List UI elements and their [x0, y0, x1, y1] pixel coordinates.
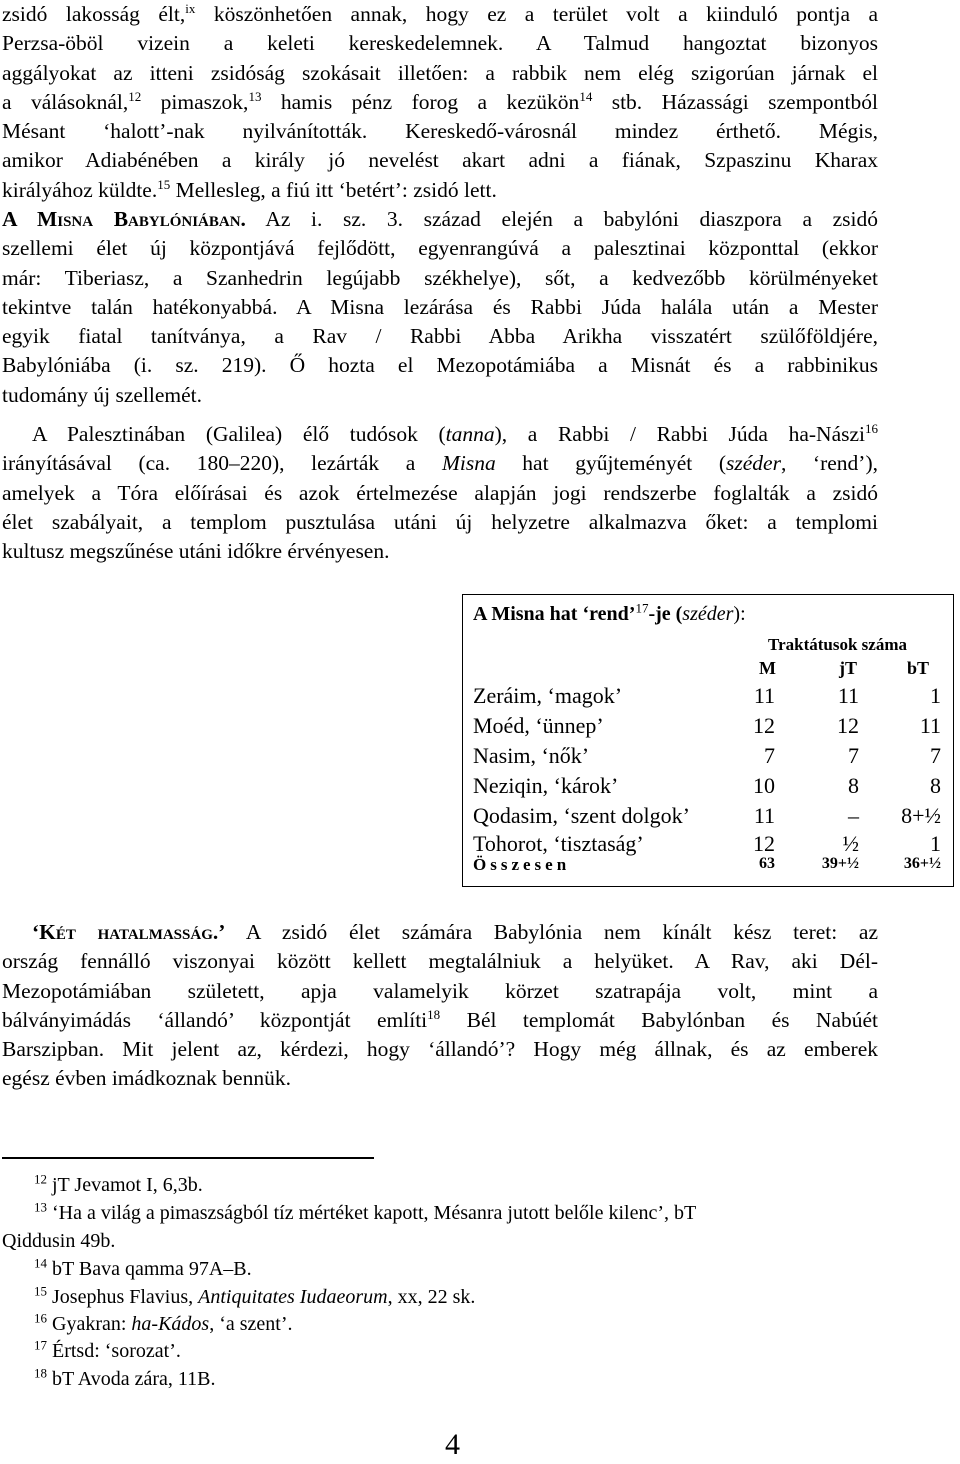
p2-line-2: irányításával (ca. 180–220), lezárták a Misna hat gyűjteményét (széder, ‘rend’),	[2, 451, 878, 476]
column-header-bt: bT	[907, 658, 930, 678]
p2-line-3: amelyek a Tóra előírásai és azok értelmezése alapján jogi rendszerbe foglalták a zsidó	[2, 480, 878, 505]
s2-line-4: bálványimádás ‘állandó’ központját említi$^{18}$ Bél templomát Babylónban és Nabúét	[2, 1006, 879, 1032]
row-name: Moéd, ‘ünnep’	[473, 713, 604, 738]
p1-line-5: Mésant ‘halott’-nak nyilvánították. Kereskedő-városnál mindez érthető. Mégis,	[2, 119, 878, 144]
row-name: Tohorot, ‘tisztaság’	[473, 831, 644, 856]
section-misna-babylonia	[2, 205, 878, 410]
row-name: Neziqin, ‘károk’	[473, 773, 619, 798]
p2-line-1: A Palesztinában (Galilea) élő tudósok (tanna), a Rabbi / Rabbi Júda ha-Nászi$^{16}$	[32, 420, 879, 446]
footnote-15: $^{15}$ Josephus Flavius, Antiquitates Iudaeorum, xx, 22 sk.	[34, 1283, 476, 1308]
footnote-12: $^{12}$ jT Jevamot I, 6,3b.	[34, 1171, 203, 1196]
row-name: Nasim, ‘nők’	[473, 743, 590, 768]
total-bt: 36+½	[903, 855, 941, 872]
table-caption: A Misna hat ‘rend’$^{17}$-je (széder):	[473, 600, 746, 625]
s1-line-6: Babylóniába (i. sz. 219). Ő hozta el Mezopotámiába a Misnát és a rabbinikus	[2, 353, 878, 378]
s1-line-2: szellemi élet új központjává fejlődött, egyenrangúvá a palesztinai központtal (ekkor	[2, 236, 878, 261]
paragraph-2	[2, 420, 878, 566]
s2-line-2: ország fennálló viszonyai között kellett megtalálniuk a helyüket. A Rav, aki Dél-	[2, 949, 878, 974]
cell-jt: ½	[842, 831, 859, 856]
cell-m: 10	[753, 773, 775, 798]
s2-line-6: egész évben imádkoznak bennük.	[2, 1066, 291, 1091]
cell-jt: 7	[848, 743, 859, 768]
p1-line-4: a válásoknál,$^{12}$ pimaszok,$^{13}$ hamis pénz forog a kezükön$^{14}$ stb. Házassági szempontból	[2, 88, 878, 114]
s2-line-3: Mezopotámiában született, apja valamelyik körzet szatrapája volt, mint a	[2, 978, 878, 1003]
cell-bt: 1	[930, 683, 941, 708]
s2-line-5: Barszipban. Mit jelent az, kérdezi, hogy ‘állandó’? Hogy még állnak, és az emberek	[2, 1037, 878, 1062]
cell-bt: 8+½	[901, 803, 941, 828]
p2-line-4: élet szabályait, a templom pusztulása utáni új helyzetre alkalmazva őket: a templomi	[2, 509, 878, 534]
paragraph-1	[2, 0, 878, 205]
row-name: Qodasim, ‘szent dolgok’	[473, 803, 690, 828]
footnote-13: $^{13}$ ‘Ha a világ a pimaszságból tíz mértéket kapott, Mésanra jutott belőle kilenc’, bT	[34, 1199, 697, 1224]
s1-line-4: tekintve talán hatékonyabbá. A Misna lezárása és Rabbi Júda halála után a Mester	[2, 294, 878, 319]
s1-line-1: A Misna Babylóniában. Az i. sz. 3. század elején a babylóni diaszpora a zsidó	[2, 207, 878, 231]
total-label: Összesen	[473, 855, 571, 874]
p1-line-1: zsidó lakosság élt,$^{ix}$ köszönhetően annak, hogy ez a terület volt a kiinduló pontja a	[2, 0, 878, 26]
footnote-18: $^{18}$ bT Avoda zára, 11B.	[34, 1365, 216, 1390]
footnote-17: $^{17}$ Értsd: ‘sorozat’.	[34, 1337, 181, 1362]
page-number: 4	[445, 1428, 460, 1461]
p2-line-5: kultusz megszűnése utáni időkre érvényesen.	[2, 539, 390, 564]
cell-m: 7	[764, 743, 775, 768]
total-m: 63	[759, 855, 775, 872]
footnote-separator	[2, 1157, 374, 1159]
cell-jt: –	[848, 803, 859, 828]
column-header-m: M	[759, 658, 776, 678]
cell-m: 12	[753, 713, 775, 738]
column-header-jt: jT	[839, 658, 857, 678]
total-jt: 39+½	[821, 855, 859, 872]
footnote-14: $^{14}$ bT Bava qamma 97A–B.	[34, 1255, 252, 1280]
cell-m: 11	[753, 803, 775, 828]
misna-orders-table	[462, 594, 954, 887]
cell-m: 12	[753, 831, 775, 856]
cell-bt: 7	[930, 743, 941, 768]
s2-line-1: ‘Két hatalmasság.’ A zsidó élet számára Babylónia nem kínált kész teret: az	[32, 920, 879, 944]
s1-line-3: már: Tiberiasz, a Szanhedrin legújabb székhelye), sőt, a kedvezőbb körülményeket	[2, 265, 878, 290]
cell-bt: 1	[930, 831, 941, 856]
p1-line-7: királyához küldte.$^{15}$ Mellesleg, a fiú itt ‘betért’: zsidó lett.	[2, 176, 497, 202]
cell-m: 11	[753, 683, 775, 708]
cell-bt: 8	[930, 773, 941, 798]
section-ket-hatalmassag	[2, 918, 878, 1094]
p1-line-3: aggályokat az itteni zsidóság szokásait illetően: a rabbik nem elég szigorúan járnak el	[2, 60, 878, 85]
cell-jt: 12	[837, 713, 859, 738]
s1-line-5: egyik fiatal tanítványa, a Rav / Rabbi Abba Arikha visszatért szülőföldjére,	[2, 324, 878, 349]
cell-jt: 11	[837, 683, 859, 708]
table-group-header: Traktátusok száma	[768, 635, 907, 654]
p1-line-6: amikor Adiabénében a király jó nevelést akart adni a fiának, Szpaszinu Kharax	[2, 148, 878, 173]
cell-jt: 8	[848, 773, 859, 798]
p1-line-2: Perzsa-öböl vizein a keleti kereskedelemnek. A Talmud hangoztat bizonyos	[2, 31, 878, 56]
cell-bt: 11	[919, 713, 941, 738]
section-heading: ‘Két hatalmasság.’	[32, 920, 226, 944]
s1-line-7: tudomány új szellemét.	[2, 382, 203, 407]
footnote-ref-ix: ix	[185, 0, 196, 16]
footnote-16: $^{16}$ Gyakran: ha-Kádos, ‘a szent’.	[34, 1310, 293, 1335]
row-name: Zeráim, ‘magok’	[473, 683, 623, 708]
footnote-13-cont: Qiddusin 49b.	[2, 1230, 116, 1252]
section-heading: A Misna Babylóniában.	[2, 207, 246, 231]
